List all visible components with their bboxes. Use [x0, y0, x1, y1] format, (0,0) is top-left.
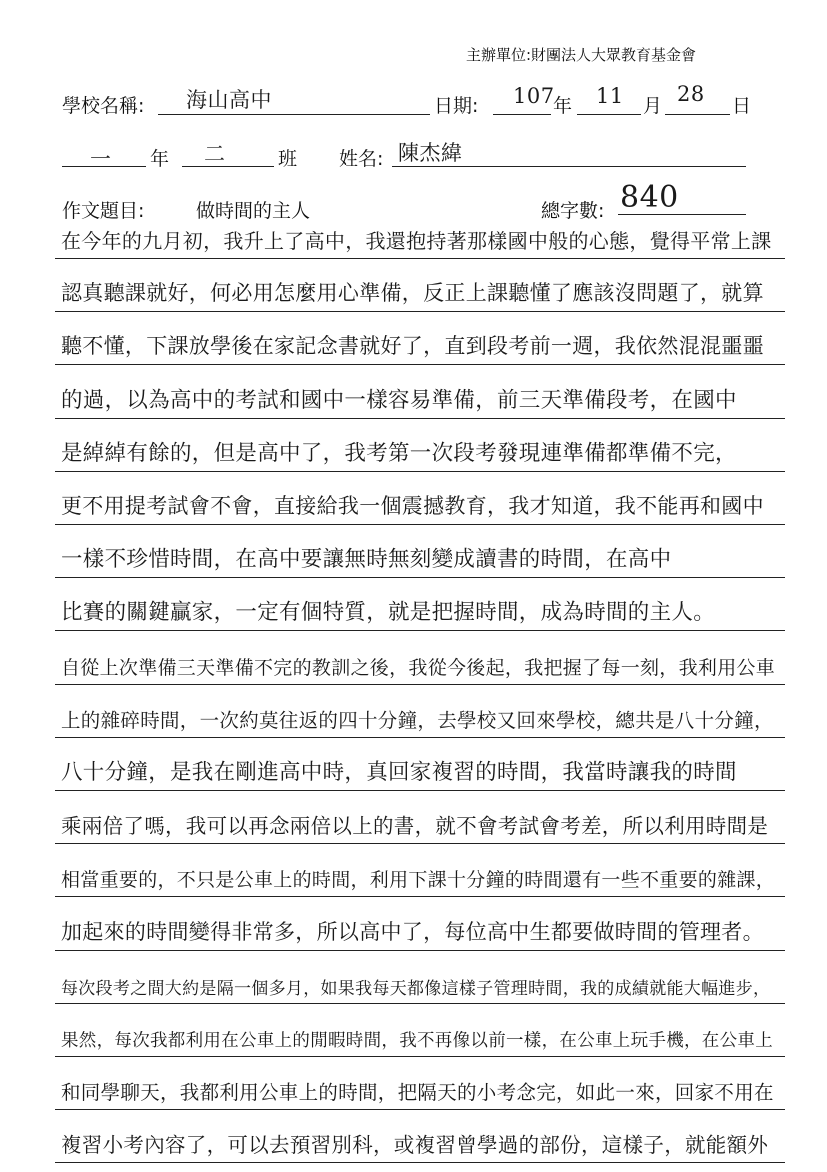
year-underline — [493, 114, 551, 115]
essay-line-text: 的過，以為高中的考試和國中一樣容易準備，前三天準備段考，在國中 — [61, 387, 737, 413]
essay-line — [55, 478, 785, 525]
essay-line — [55, 957, 785, 1004]
year-value: 107 — [513, 84, 555, 108]
essay-line-text: 果然，每次我都利用在公車上的閒暇時間，我不再像以前一樣，在公車上玩手機，在公車上 — [61, 1031, 773, 1051]
essay-line-text: 相當重要的，不只是公車上的時間，利用下課十分鐘的時間還有一些不重要的雜課， — [61, 869, 776, 892]
essay-line — [55, 691, 785, 738]
essay-line-text: 自從上次準備三天準備不完的教訓之後，我從今後起，我把握了每一刻，我利用公車 — [61, 656, 776, 679]
count-value: 840 — [620, 180, 679, 215]
essay-line-text: 在今年的九月初，我升上了高中，我還抱持著那樣國中般的心態，覺得平常上課 — [61, 229, 772, 253]
essay-line-text: 八十分鐘，是我在剛進高中時，真回家複習的時間，我當時讓我的時間 — [61, 760, 737, 785]
name-underline — [392, 166, 746, 167]
essay-line-text: 乘兩倍了嗎，我可以再念兩倍以上的書，就不會考試會考差，所以利用時間是 — [61, 814, 769, 839]
essay-line — [55, 318, 785, 365]
essay-line — [55, 425, 785, 472]
essay-line-text: 和同學聊天，我都利用公車上的時間，把隔天的小考念完，如此一來，回家不用在 — [61, 1081, 774, 1105]
organizer-label: 主辦單位:財團法人大眾教育基金會 — [466, 46, 697, 64]
essay-line — [55, 904, 785, 951]
essay-line — [55, 1063, 785, 1110]
essay-line-text: 複習小考內容了，可以去預習別科，或複習曾學過的部份，這樣子，就能額外 — [61, 1133, 769, 1158]
date-label: 日期: — [434, 95, 479, 117]
essay-line-text: 認真聽課就好，何必用怎麼用心準備，反正上課聽懂了應該沒問題了，就算 — [61, 281, 764, 306]
essay-line — [55, 1116, 785, 1163]
day-label: 日 — [732, 95, 752, 117]
essay-line — [55, 584, 785, 631]
day-underline — [665, 114, 730, 115]
count-label: 總字數: — [541, 200, 605, 222]
day-value: 28 — [677, 82, 705, 106]
class-value: 二 — [204, 142, 226, 166]
school-value: 海山高中 — [186, 88, 272, 112]
essay-line — [55, 850, 785, 897]
essay-line-text: 是綽綽有餘的，但是高中了，我考第一次段考發現連準備都準備不完， — [61, 440, 737, 466]
class-label: 班 — [278, 148, 298, 170]
grade-label: 年 — [150, 148, 170, 170]
month-label: 月 — [643, 95, 663, 117]
title-value: 做時間的主人 — [196, 200, 311, 222]
essay-line — [55, 212, 785, 259]
year-label: 年 — [553, 95, 573, 117]
essay-line — [55, 638, 785, 685]
essay-line-text: 更不用提考試會不會，直接給我一個震撼教育，我才知道，我不能再和國中 — [61, 494, 764, 518]
school-underline — [158, 114, 430, 115]
essay-line-text: 聽不懂，下課放學後在家記念書就好了，直到段考前一週，我依然混混噩噩 — [61, 334, 764, 359]
essay-line — [55, 1010, 785, 1057]
essay-line-text: 比賽的關鍵贏家，一定有個特質，就是把握時間，成為時間的主人。 — [61, 600, 716, 626]
grade-value: 一 — [90, 147, 112, 171]
title-label: 作文題目: — [62, 200, 145, 222]
essay-line-text: 一樣不珍惜時間，在高中要讓無時無刻變成讀書的時間，在高中 — [61, 547, 672, 573]
essay-line-text: 加起來的時間變得非常多，所以高中了，每位高中生都要做時間的管理者。 — [61, 919, 764, 944]
name-label: 姓名: — [339, 148, 384, 170]
class-underline — [182, 166, 274, 167]
essay-line — [55, 744, 785, 791]
essay-line — [55, 372, 785, 419]
name-value: 陳杰緯 — [398, 141, 463, 165]
essay-line — [55, 531, 785, 578]
essay-line-text: 上的雜碎時間，一次約莫往返的四十分鐘，去學校又回來學校，總共是八十分鐘， — [61, 708, 774, 732]
grade-underline — [62, 166, 146, 167]
essay-line — [55, 265, 785, 312]
essay-line-text: 每次段考之間大約是隔一個多月，如果我每天都像這樣子管理時間，我的成績就能大幅進步， — [61, 978, 771, 999]
school-label: 學校名稱: — [62, 95, 145, 117]
essay-line — [55, 797, 785, 844]
month-value: 11 — [596, 84, 624, 108]
month-underline — [577, 114, 641, 115]
